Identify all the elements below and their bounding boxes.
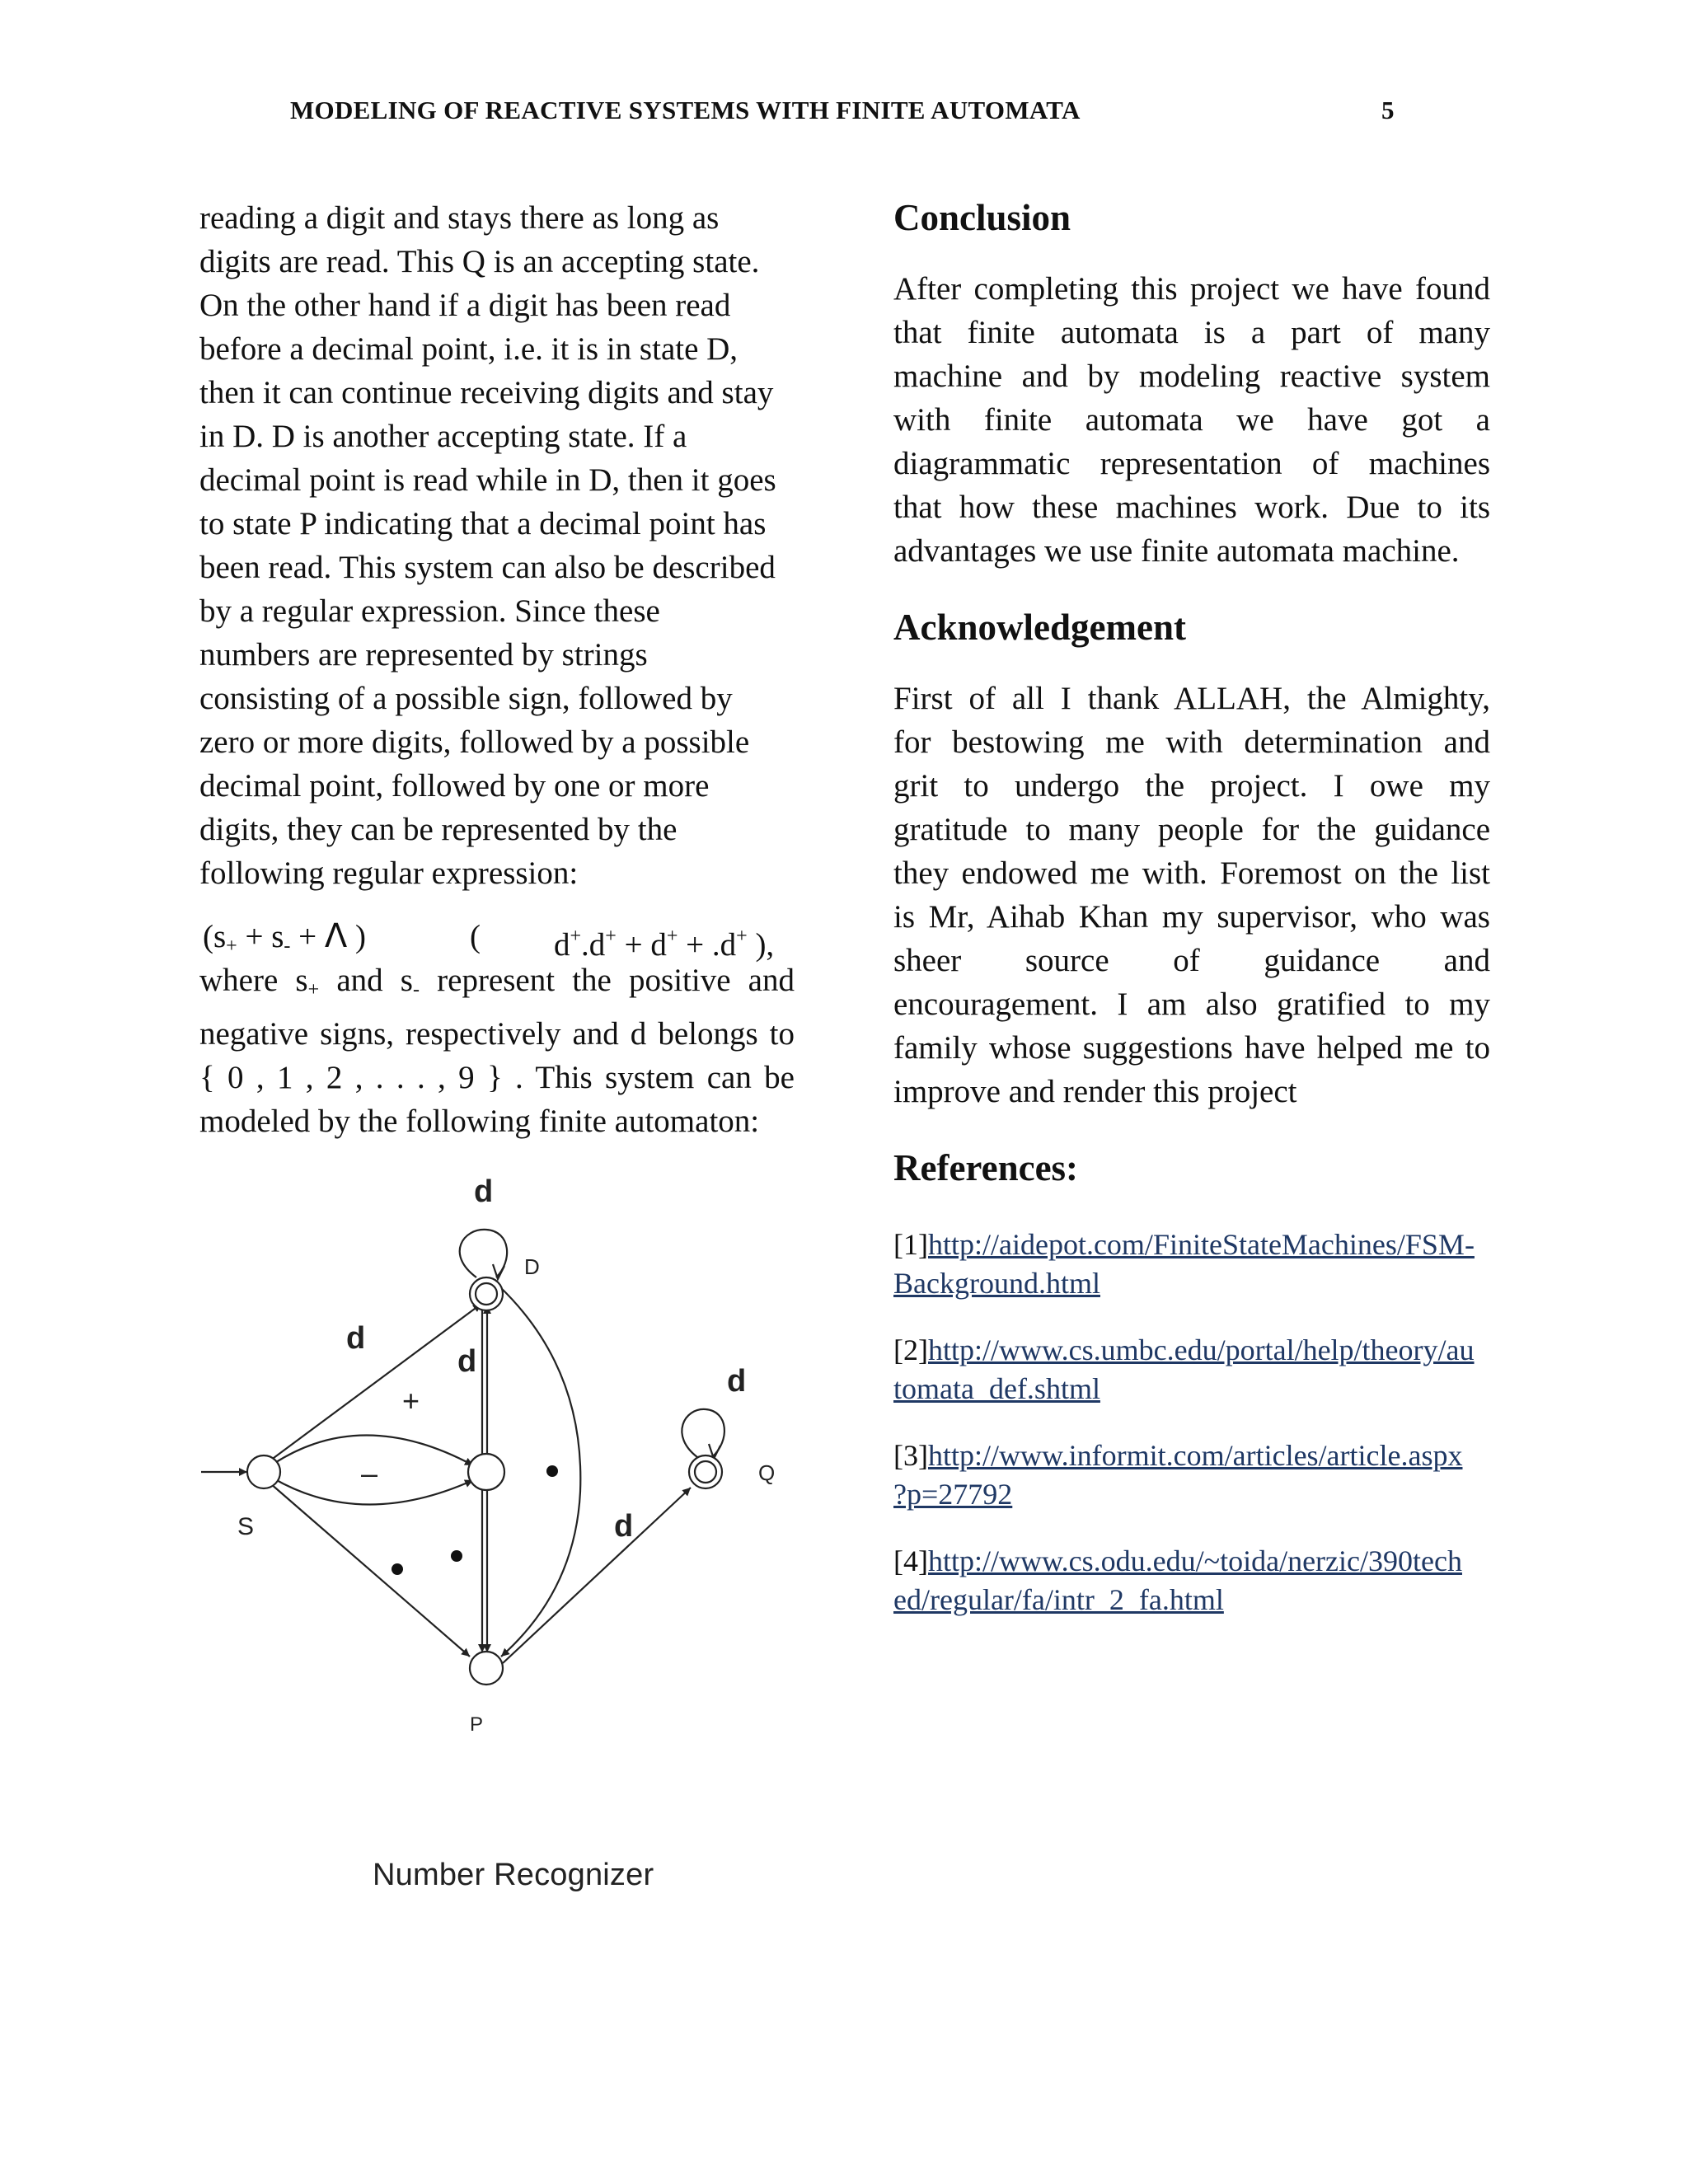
finite-automaton-diagram: [198, 1162, 791, 1739]
text-line: encouragement. I am also gratified to my: [893, 987, 1490, 1022]
text-line: decimal point is read while in D, then it goes: [199, 462, 776, 498]
text-line: modeled by the following finite automaton:: [199, 1104, 760, 1139]
edge-label: d: [457, 1344, 477, 1379]
text-line: where $s_+$ and $s_-$ represent the positive and: [199, 963, 795, 1001]
edge-label: d: [346, 1321, 366, 1356]
edge-label: d: [474, 1174, 494, 1209]
state-s: [247, 1455, 280, 1488]
text-line: negative signs, respectively and d belongs: [199, 1016, 758, 1052]
reference-link[interactable]: http://www.cs.umbc.edu/portal/help/theory/au: [927, 1333, 1475, 1366]
text-line: following regular expression:: [199, 855, 579, 891]
reference-link[interactable]: http://aidepot.com/FiniteStateMachines/FSM-: [927, 1228, 1475, 1261]
formula-sign-part: ($s_+ + s_- + \Lambda$ ): [203, 917, 367, 957]
formula-paren: (: [470, 919, 481, 954]
reference-item: [3]http://www.informit.com/articles/article.aspx ?p=27792: [893, 1439, 1463, 1511]
state-label-d: D: [524, 1254, 540, 1279]
right-column: [893, 196, 1490, 1619]
state-p: [470, 1652, 503, 1685]
text-line: On the other hand if a digit has been read: [199, 288, 731, 323]
text-line: by a regular expression. Since these: [199, 593, 660, 629]
text-line: been read. This system can also be described: [199, 550, 776, 585]
page-number: 5: [1381, 96, 1395, 124]
reference-item: [1]http://aidepot.com/FiniteStateMachines/FSM- Background.html: [893, 1228, 1475, 1300]
left-column: [199, 196, 795, 1143]
state-q-inner: [695, 1461, 716, 1483]
text-line: that finite automata is a part of many: [893, 315, 1490, 350]
reference-link[interactable]: http://www.cs.odu.edu/~toida/nerzic/390tech: [927, 1544, 1462, 1577]
text-line: numbers are represented by strings: [199, 637, 648, 673]
reference-link[interactable]: tomata_def.shtml: [893, 1372, 1100, 1405]
body-paragraph: [199, 958, 795, 1143]
text-line: that how these machines work. Due to its: [893, 490, 1490, 525]
text-line: to { 0 , 1 , 2 , . . . , 9 } . This system can be: [199, 1016, 795, 1095]
edge-label: –: [361, 1456, 378, 1490]
edge-label: d: [727, 1364, 747, 1399]
section-heading-acknowledgement: Acknowledgement: [893, 607, 1186, 648]
formula-digit-part: d+.d+ + d+ + .d+ ),: [554, 926, 775, 963]
reference-link[interactable]: http://www.informit.com/articles/article.aspx: [927, 1439, 1463, 1472]
section-heading-conclusion: Conclusion: [893, 197, 1071, 238]
text-line: grit to undergo the project. I owe my: [893, 768, 1490, 804]
state-d-inner: [476, 1283, 497, 1305]
regular-expression: [199, 915, 795, 963]
section-heading-references: References:: [893, 1147, 1079, 1188]
text-line: advantages we use finite automata machine.: [893, 533, 1460, 569]
text-line: reading a digit and stays there as long as: [199, 200, 720, 236]
conclusion-paragraph: [893, 267, 1490, 573]
state-mid: [468, 1454, 504, 1490]
text-line: before a decimal point, i.e. it is in state D,: [199, 331, 738, 367]
text-line: gratitude to many people for the guidance: [893, 812, 1490, 847]
state-label-p: P: [470, 1713, 484, 1736]
text-line: improve and render this project: [893, 1074, 1297, 1109]
running-header: MODELING OF REACTIVE SYSTEMS WITH FINITE AUTOMATA: [290, 96, 1081, 124]
text-line: machine and by modeling reactive system: [893, 359, 1490, 394]
text-line: they endowed me with. Foremost on the list: [893, 855, 1490, 891]
text-line: digits, they can be represented by the: [199, 812, 678, 847]
reference-link[interactable]: Background.html: [893, 1267, 1100, 1300]
text-line: sheer source of guidance and: [893, 943, 1490, 978]
text-line: zero or more digits, followed by a possible: [199, 724, 750, 760]
text-line: First of all I thank ALLAH, the Almighty,: [893, 681, 1490, 716]
reference-link[interactable]: ed/regular/fa/intr_2_fa.html: [893, 1583, 1224, 1616]
text-line: family whose suggestions have helped me to: [893, 1030, 1490, 1066]
text-line: with finite automata we have got a: [893, 402, 1490, 438]
edge-label: d: [614, 1509, 634, 1544]
text-line: for bestowing me with determination and: [893, 724, 1490, 760]
dot-label: [451, 1550, 462, 1562]
text-line: After completing this project we have found: [893, 271, 1490, 307]
figure-caption: Number Recognizer: [373, 1858, 654, 1892]
text-line: decimal point, followed by one or more: [199, 768, 710, 804]
text-line: is Mr, Aihab Khan my supervisor, who was: [893, 899, 1490, 935]
reference-item: [4]http://www.cs.odu.edu/~toida/nerzic/390tech ed/regular/fa/intr_2_fa.html: [893, 1544, 1462, 1616]
reference-link[interactable]: ?p=27792: [893, 1478, 1013, 1511]
edge-s-to-d: [270, 1304, 481, 1460]
edge-label: +: [402, 1384, 420, 1418]
text-line: to state P indicating that a decimal point has: [199, 506, 767, 541]
body-paragraph: [199, 196, 795, 895]
acknowledgement-paragraph: [893, 677, 1490, 1113]
text-line: diagrammatic representation of machines: [893, 446, 1490, 481]
edge-s-to-p: [270, 1483, 470, 1657]
state-label-q: Q: [758, 1460, 776, 1485]
dot-label: [546, 1465, 558, 1477]
loop-d: [460, 1230, 507, 1277]
text-line: in D. D is another accepting state. If a: [199, 419, 687, 454]
text-line: then it can continue receiving digits and stay: [199, 375, 774, 410]
dot-label: [392, 1563, 403, 1575]
text-line: digits are read. This Q is an accepting state.: [199, 244, 760, 279]
edge-p-to-q: [503, 1488, 691, 1663]
text-line: consisting of a possible sign, followed by: [199, 681, 733, 716]
state-label-s: S: [237, 1513, 255, 1540]
reference-item: [2]http://www.cs.umbc.edu/portal/help/theory/au tomata_def.shtml: [893, 1333, 1475, 1405]
